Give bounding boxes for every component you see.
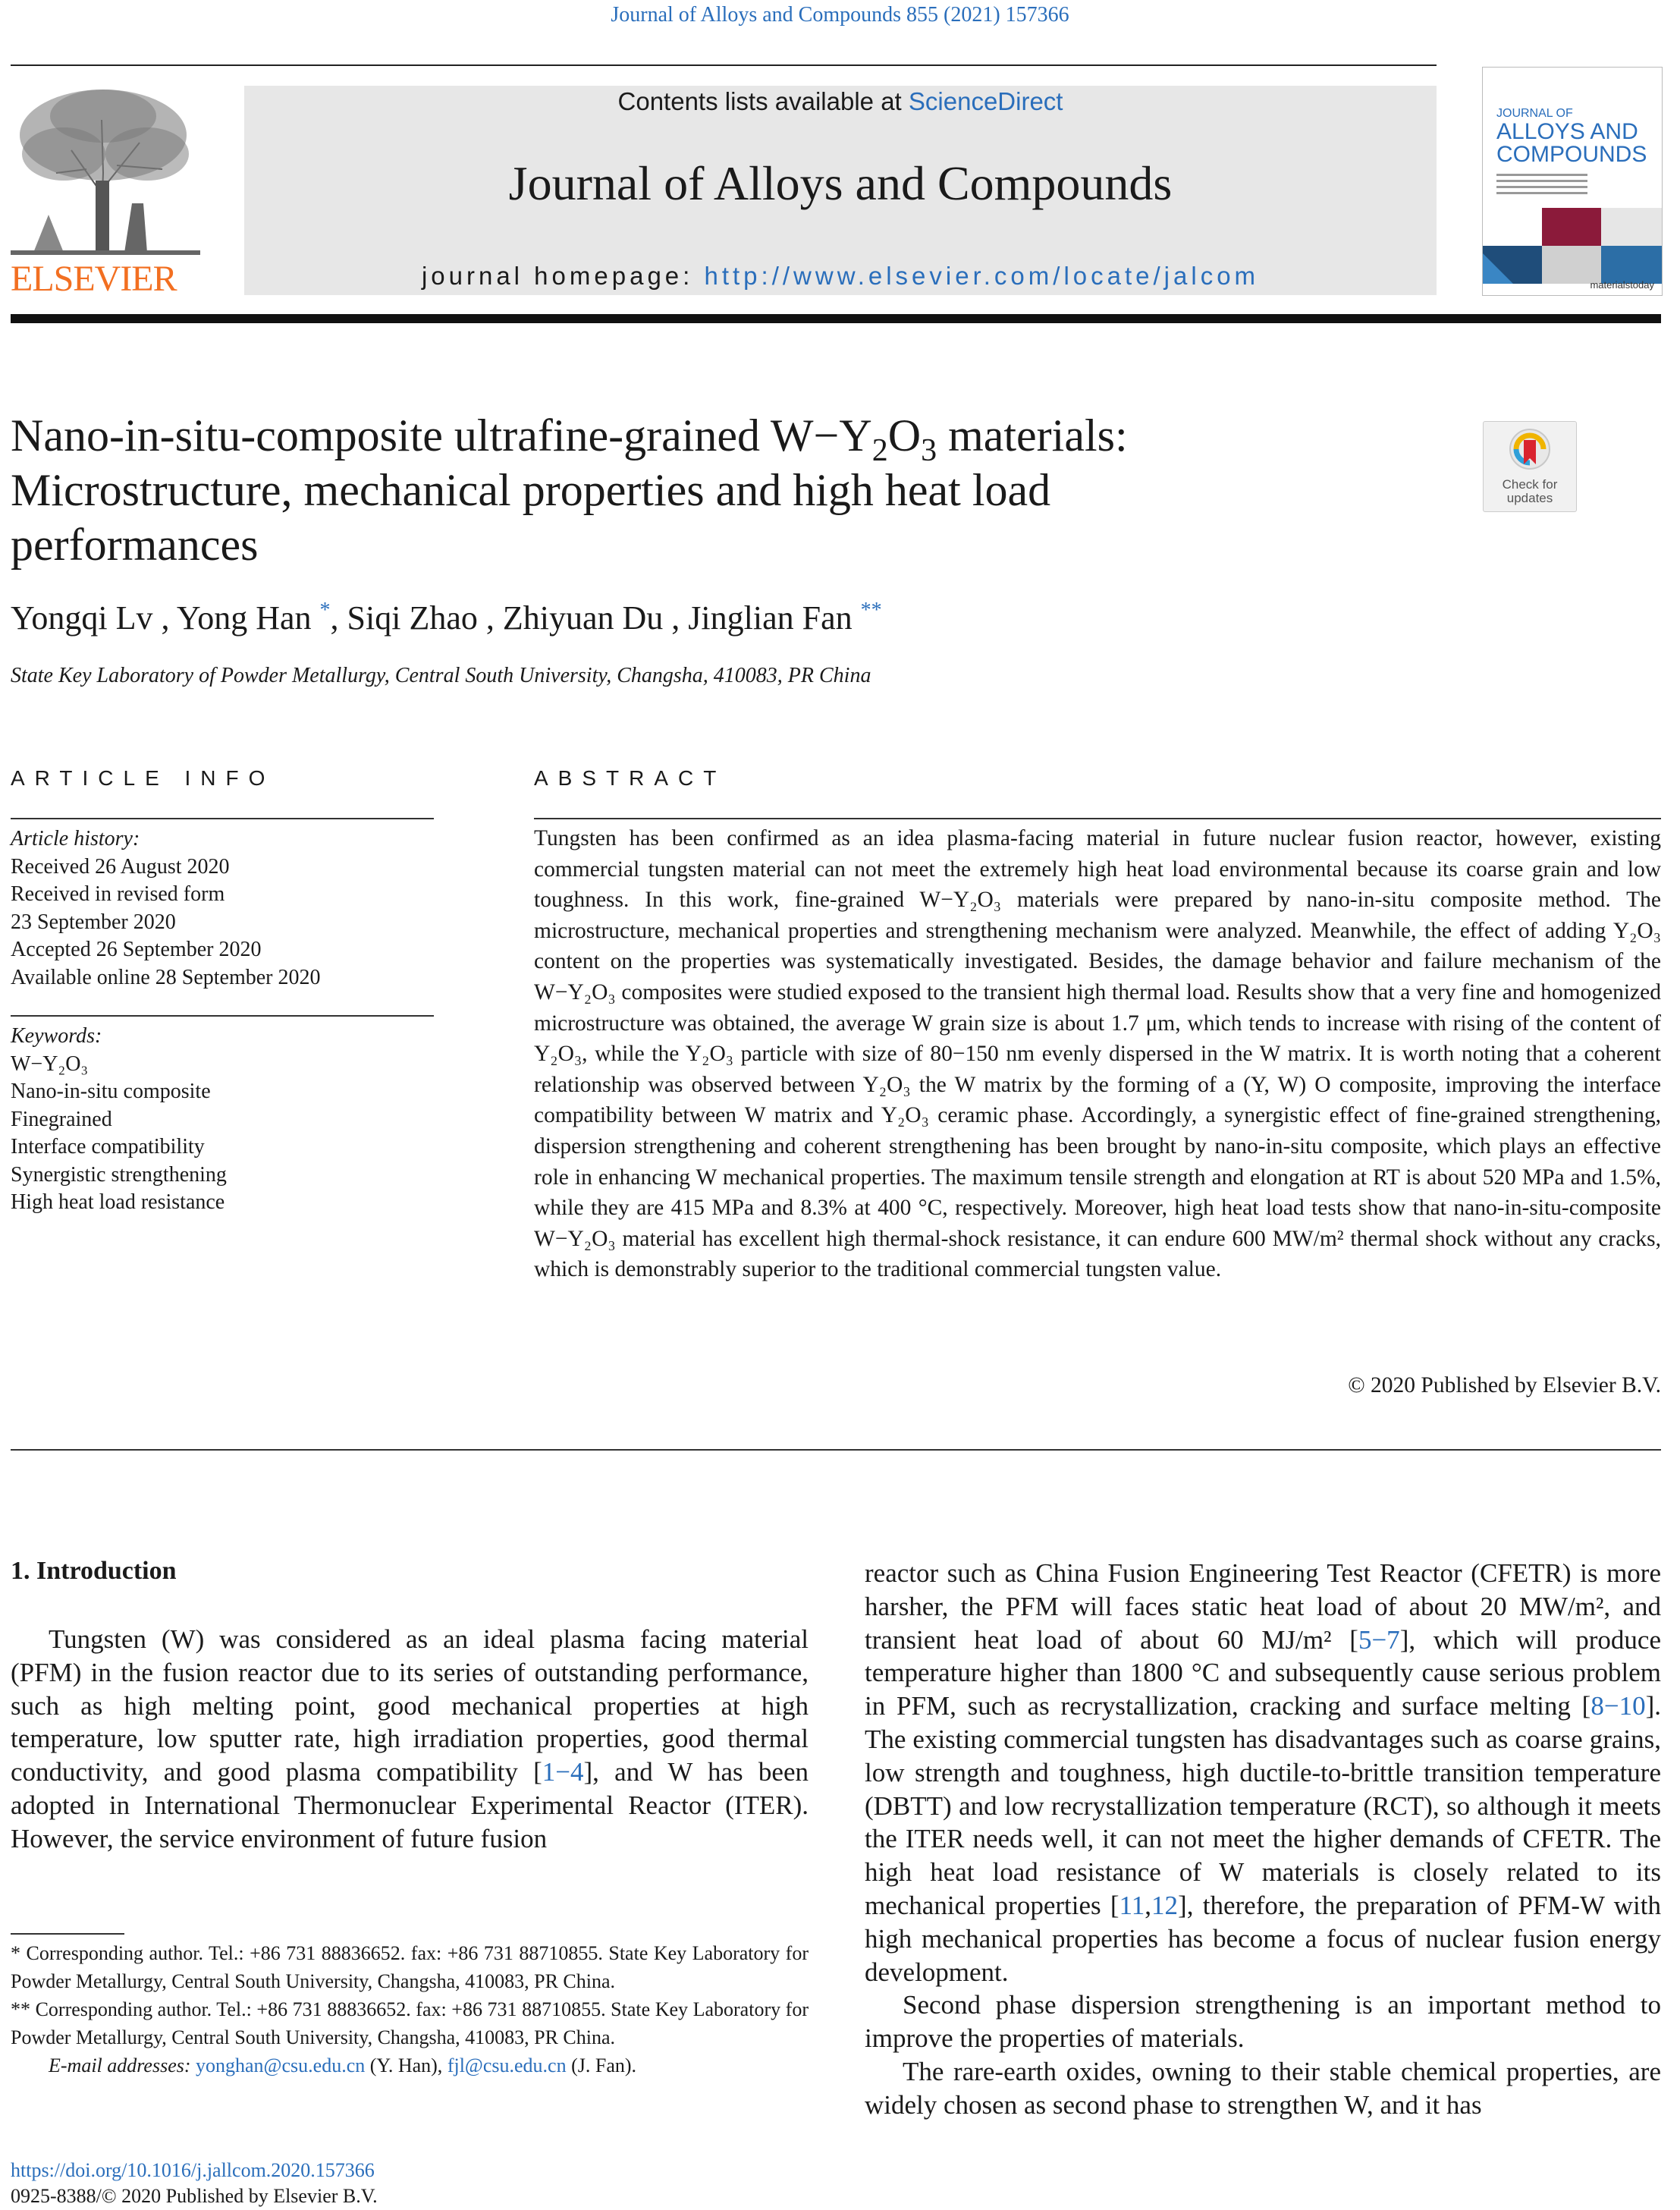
section-heading-introduction: 1. Introduction (11, 1557, 177, 1585)
cover-subtitle-lines (1496, 174, 1587, 204)
history-item: Available online 28 September 2020 (11, 965, 321, 989)
footnote-rule (11, 1933, 124, 1935)
keyword: W−Y₂O₃ (11, 1052, 89, 1076)
author-name[interactable]: Jinglian Fan (688, 599, 853, 637)
author-name[interactable]: Yongqi Lv (11, 599, 153, 637)
paragraph (865, 1557, 1661, 1988)
journal-cover-thumbnail[interactable] (1482, 67, 1663, 296)
corresponding-mark[interactable]: * (319, 599, 331, 622)
citation-link[interactable]: 12 (1151, 1890, 1179, 1920)
contents-line (244, 87, 1437, 116)
history-item: Accepted 26 September 2020 (11, 938, 262, 961)
paragraph: Second phase dispersion strengthening is an important method to improve the properties of materials. (865, 1990, 1661, 2054)
contents-prefix: Contents lists available at (617, 87, 909, 115)
author-name[interactable]: Zhiyuan Du (502, 599, 664, 637)
text-run: ], which will produce temperature higher than 1800 °C and subsequently cause serious problem in PFM, such as recrystallization, cracking and surface melting [ (865, 1624, 1661, 1721)
doi-link[interactable]: https://doi.org/10.1016/j.jallcom.2020.157366 (11, 2159, 375, 2181)
cover-title (1496, 121, 1647, 166)
citation-link[interactable]: 5−7 (1358, 1624, 1400, 1655)
author-list: Yongqi Lv , Yong Han *, Siqi Zhao , Zhiyuan Du , Jinglian Fan ** (11, 599, 882, 637)
citation-link[interactable]: 11 (1119, 1890, 1145, 1920)
check-updates-label: Check for updates (1502, 477, 1558, 505)
homepage-line (244, 262, 1437, 291)
title-part-b: O (887, 410, 922, 461)
article-title (11, 408, 1361, 572)
cover-line3: COMPOUNDS (1496, 142, 1647, 167)
cover-journal-of: JOURNAL OF (1496, 107, 1573, 120)
text-run: Tungsten (W) was considered as an ideal plasma facing material (PFM) in the fusion reactor due to its series of outstanding performance, such as high melting point, good mechanical properties at high temperature, low sputter rate, high irradiation properties, good thermal conductivity, and good plasma compatibility [ (11, 1624, 809, 1787)
corresponding-mark[interactable]: ** (860, 599, 882, 622)
text-run: , (1145, 1890, 1152, 1920)
history-label: Article history: (11, 827, 140, 850)
email-link[interactable]: yonghan@csu.edu.cn (196, 2054, 366, 2076)
body-column-left (11, 1623, 809, 1856)
abstract-copyright: © 2020 Published by Elsevier B.V. (1348, 1373, 1661, 1397)
article-info-heading: ARTICLE INFO (11, 766, 275, 790)
history-item: Received in revised form (11, 882, 225, 906)
citation-link[interactable]: 1−4 (542, 1757, 584, 1787)
homepage-link[interactable]: http://www.elsevier.com/locate/jalcom (704, 262, 1260, 290)
title-part-a: Nano-in-situ-composite ultrafine-grained W−Y (11, 410, 872, 461)
journal-title: Journal of Alloys and Compounds (508, 156, 1173, 210)
title-line-2: Microstructure, mechanical properties and high heat load (11, 465, 1051, 515)
paragraph (11, 1623, 809, 1856)
section-separator (11, 1449, 1661, 1451)
email-owner: (Y. Han), (365, 2054, 447, 2076)
abstract-heading: ABSTRACT (534, 766, 727, 790)
email-link[interactable]: fjl@csu.edu.cn (447, 2054, 567, 2076)
elsevier-wordmark: ELSEVIER (11, 259, 177, 299)
footnotes (11, 1939, 809, 2080)
title-line-3: performances (11, 520, 259, 570)
homepage-prefix: journal homepage: (421, 262, 705, 290)
cover-footer: materialstoday (1590, 279, 1654, 291)
check-updates-icon (1509, 428, 1551, 475)
keywords-label: Keywords: (11, 1024, 102, 1048)
email-label: E-mail addresses: (49, 2054, 196, 2076)
history-item: 23 September 2020 (11, 910, 176, 934)
author-name[interactable]: Yong Han (176, 599, 312, 637)
citation-link[interactable]: 8−10 (1591, 1691, 1646, 1721)
author-name[interactable]: Siqi Zhao (347, 599, 478, 637)
paragraph: The rare-earth oxides, owning to their stable chemical properties, are widely chosen as second phase to strengthen W, and it has (865, 2056, 1661, 2120)
body-column-right (865, 1557, 1661, 2122)
title-part-c: materials: (937, 410, 1128, 461)
history-item: Received 26 August 2020 (11, 854, 230, 879)
text-run: reactor such as China Fusion Engineering Test Reactor (CFETR) is more harsher, the PFM will faces static heat load of about 20 MW/m², and transient heat load of about 60 MJ/m² [ (865, 1558, 1661, 1655)
email-owner: (J. Fan). (566, 2054, 637, 2076)
keyword: Synergistic strengthening (11, 1162, 227, 1187)
title-subscript-3: 3 (921, 433, 937, 468)
keywords (11, 1023, 434, 1217)
title-subscript-2: 2 (871, 433, 888, 468)
article-history (11, 825, 434, 992)
keyword: High heat load resistance (11, 1190, 225, 1214)
footnote-corresponding-1: * Corresponding author. Tel.: +86 731 88836652. fax: +86 731 88710855. State Key Laboratory for Powder Metallurgy, Central South University, Changsha, 410083, PR China. (11, 1942, 809, 1992)
keyword: Nano-in-situ composite (11, 1080, 211, 1103)
text-run: ], and W has been adopted in International Thermonuclear Experimental Reactor (ITER). However, the service environment of future fusion (11, 1757, 809, 1853)
top-citation-link[interactable]: Journal of Alloys and Compounds 855 (2021) 157366 (611, 3, 1069, 27)
footnote-emails (11, 2051, 809, 2080)
text-run: ]. The existing commercial tungsten has disadvantages such as coarse grains, low strength and toughness, high ductile-to-brittle transition temperature (DBTT) and low recrystallization temperature (RCT), so although it meets the ITER needs well, it can not meet the higher demands of CFETR. The high heat load resistance of W materials is closely related to its mechanical properties [ (865, 1691, 1661, 1920)
sciencedirect-link[interactable]: ScienceDirect (908, 87, 1063, 115)
footnote-corresponding-2: ** Corresponding author. Tel.: +86 731 88836652. fax: +86 731 88710855. State Key Laboratory for Powder Metallurgy, Central South University, Changsha, 410083, PR China. (11, 1998, 809, 2048)
article-info-rule (11, 818, 434, 819)
abstract-rule (534, 818, 1661, 819)
check-for-updates-badge[interactable] (1483, 421, 1577, 512)
header-thick-rule (11, 314, 1661, 323)
issn-line: 0925-8388/© 2020 Published by Elsevier B.V. (11, 2185, 378, 2207)
abstract-text: Tungsten has been confirmed as an idea plasma-facing material in future nuclear fusion reactor, however, existing commercial tungsten material can not meet the extremely high heat load environmental because its coarse grain and low toughness. In this work, fine-grained W−Y₂O₃ materials were prepared by nano-in-situ composite method. The microstructure, mechanical properties and strengthening mechanism were analyzed. Meanwhile, the effect of adding Y₂O₃ content on the properties was systematically investigated. Besides, the damage behavior and failure mechanism of the W−Y₂O₃ composites were studied exposed to the transient high thermal load. Results show that a very fine and homogenized microstructure was obtained, the average W grain size is about 1.7 μm, which tends to increase with rising of the content of Y₂O₃, while the Y₂O₃ particle with size of 80−150 nm evenly dispersed in the W matrix. It is worth noting that a coherent relationship was observed between Y₂O₃ the W matrix by the forming of a (Y, W) O composite, improving the interface compatibility between W matrix and Y₂O₃ ceramic phase. Accordingly, a synergistic effect of fine-grained strengthening, dispersion strengthening and coherent strengthening has been brought by nano-in-situ composite, which plays an effective role in enhancing W mechanical properties. The maximum tensile strength and elongation at RT is about 520 MPa and 1.5%, while they are 415 MPa and 8.3% at 400 °C, respectively. Moreover, high heat load tests show that nano-in-situ-composite W−Y₂O₃ material has excellent high thermal-shock resistance, it can endure 600 MW/m² thermal shock without any cracks, which is demonstrably superior to the traditional commercial tungsten value. (534, 826, 1661, 1282)
cover-graphic (1483, 208, 1662, 284)
header-rule (11, 64, 1437, 66)
keyword: Finegrained (11, 1107, 112, 1131)
text-run: ], therefore, the preparation of PFM-W with high mechanical properties has become a focus of nuclear fusion energy development. (865, 1890, 1662, 1987)
affiliation: State Key Laboratory of Powder Metallurgy, Central South University, Changsha, 410083, PR China (11, 664, 871, 687)
keywords-rule (11, 1015, 434, 1017)
keyword: Interface compatibility (11, 1135, 205, 1158)
cover-line2: ALLOYS AND (1496, 119, 1638, 144)
